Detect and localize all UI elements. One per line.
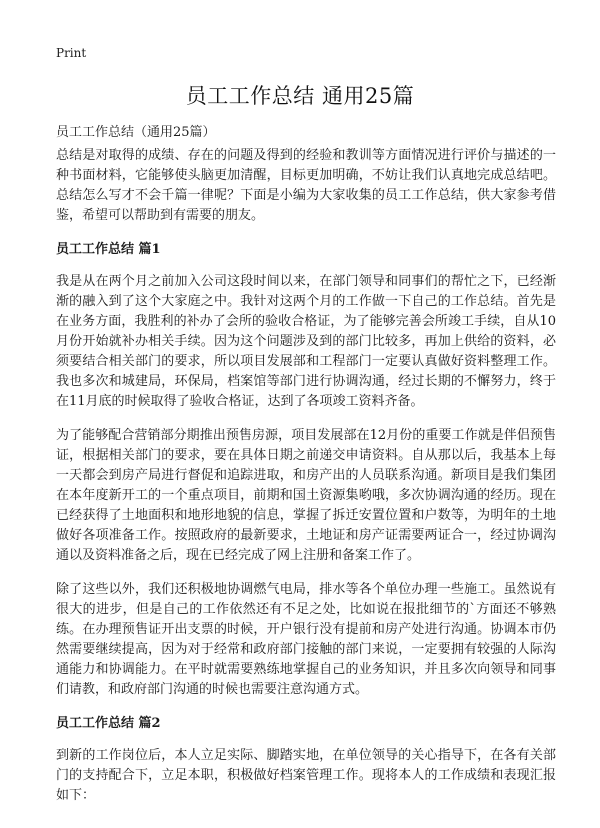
document-subtitle: 员工工作总结（通用25篇） <box>56 125 216 140</box>
print-link[interactable]: Print <box>56 46 87 60</box>
section-2-paragraph-1: 到新的工作岗位后，本人立足实际、脚踏实地，在单位领导的关心指导下，在各有关部门的支持配合下，立足本职，积极做好档案管理工作。现将本人的工作成绩和表现汇报如下： <box>56 748 556 803</box>
section-1-paragraph-2: 为了能够配合营销部分期推出预售房源，项目发展部在12月份的重要工作就是伴侣预售证，根据相关部门的要求，要在具体日期之前递交申请资料。自从那以后，我基本上每一天都会到房产局进行督促和追踪进取，和房产出的人员联系沟通。新项目是我们集团在本年度新开工的一个重点项目，前期和国土资源集哟哦，多次协调沟通的经历。现在已经获得了土地面积和地形地貌的信息，掌握了拆迁安置位置和户数等，为明年的土地做好各项准备工作。按照政府的最新要求，土地证和房产证需要两证合一，经过协调沟通以及资料准备之后，现在已经完成了网上注册和备案工作了。 <box>56 428 556 563</box>
section-heading-2: 员工工作总结 篇2 <box>56 716 161 731</box>
document-body <box>56 146 556 820</box>
intro-paragraph: 总结是对取得的成绩、存在的问题及得到的经验和教训等方面情况进行评价与描述的一种书面材料，它能够使头脑更加清醒，目标更加明确，不妨让我们认真地完成总结吧。总结怎么写才不会千篇一律呢？下面是小编为大家收集的员工工作总结，供大家参考借鉴，希望可以帮助到有需要的朋友。 <box>56 148 556 223</box>
section-heading-1: 员工工作总结 篇1 <box>56 242 161 257</box>
section-1-paragraph-3: 除了这些以外，我们还积极地协调燃气电局，排水等各个单位办理一些施工。虽然说有很大的进步，但是自己的工作依然还有不足之处，比如说在报批细节的`方面还不够熟练。在办理预售证开出支票的时候，开户银行没有提前和房产处进行沟通。协调本市仍然需要继续提高，因为对于经常和政府部门接触的部门来说，一定要拥有较强的人际沟通能力和协调能力。在平时就需要熟练地掌握自己的业务知识，并且多次向领导和同事们请教，和政府部门沟通的时候也需要注意沟通方式。 <box>56 582 556 697</box>
section-1-paragraph-1: 我是从在两个月之前加入公司这段时间以来，在部门领导和同事们的帮忙之下，已经渐渐的融入到了这个大家庭之中。我针对这两个月的工作做一下自己的工作总结。首先是在业务方面，我胜利的补办了会所的验收合格证，为了能够完善会所竣工手续，自从10月份开始就补办相关手续。因为这个问题涉及到的部门比较多，再加上供给的资料，必须要结合相关部门的要求，所以项目发展部和工程部门一定要认真做好资料整理工作。我也多次和城建局，环保局，档案馆等部门进行协调沟通，经过长期的不懈努力，终于在11月底的时候取得了验收合格证，达到了各项竣工资料齐备。 <box>56 274 556 409</box>
page-title: 员工工作总结 通用25篇 <box>185 84 415 108</box>
